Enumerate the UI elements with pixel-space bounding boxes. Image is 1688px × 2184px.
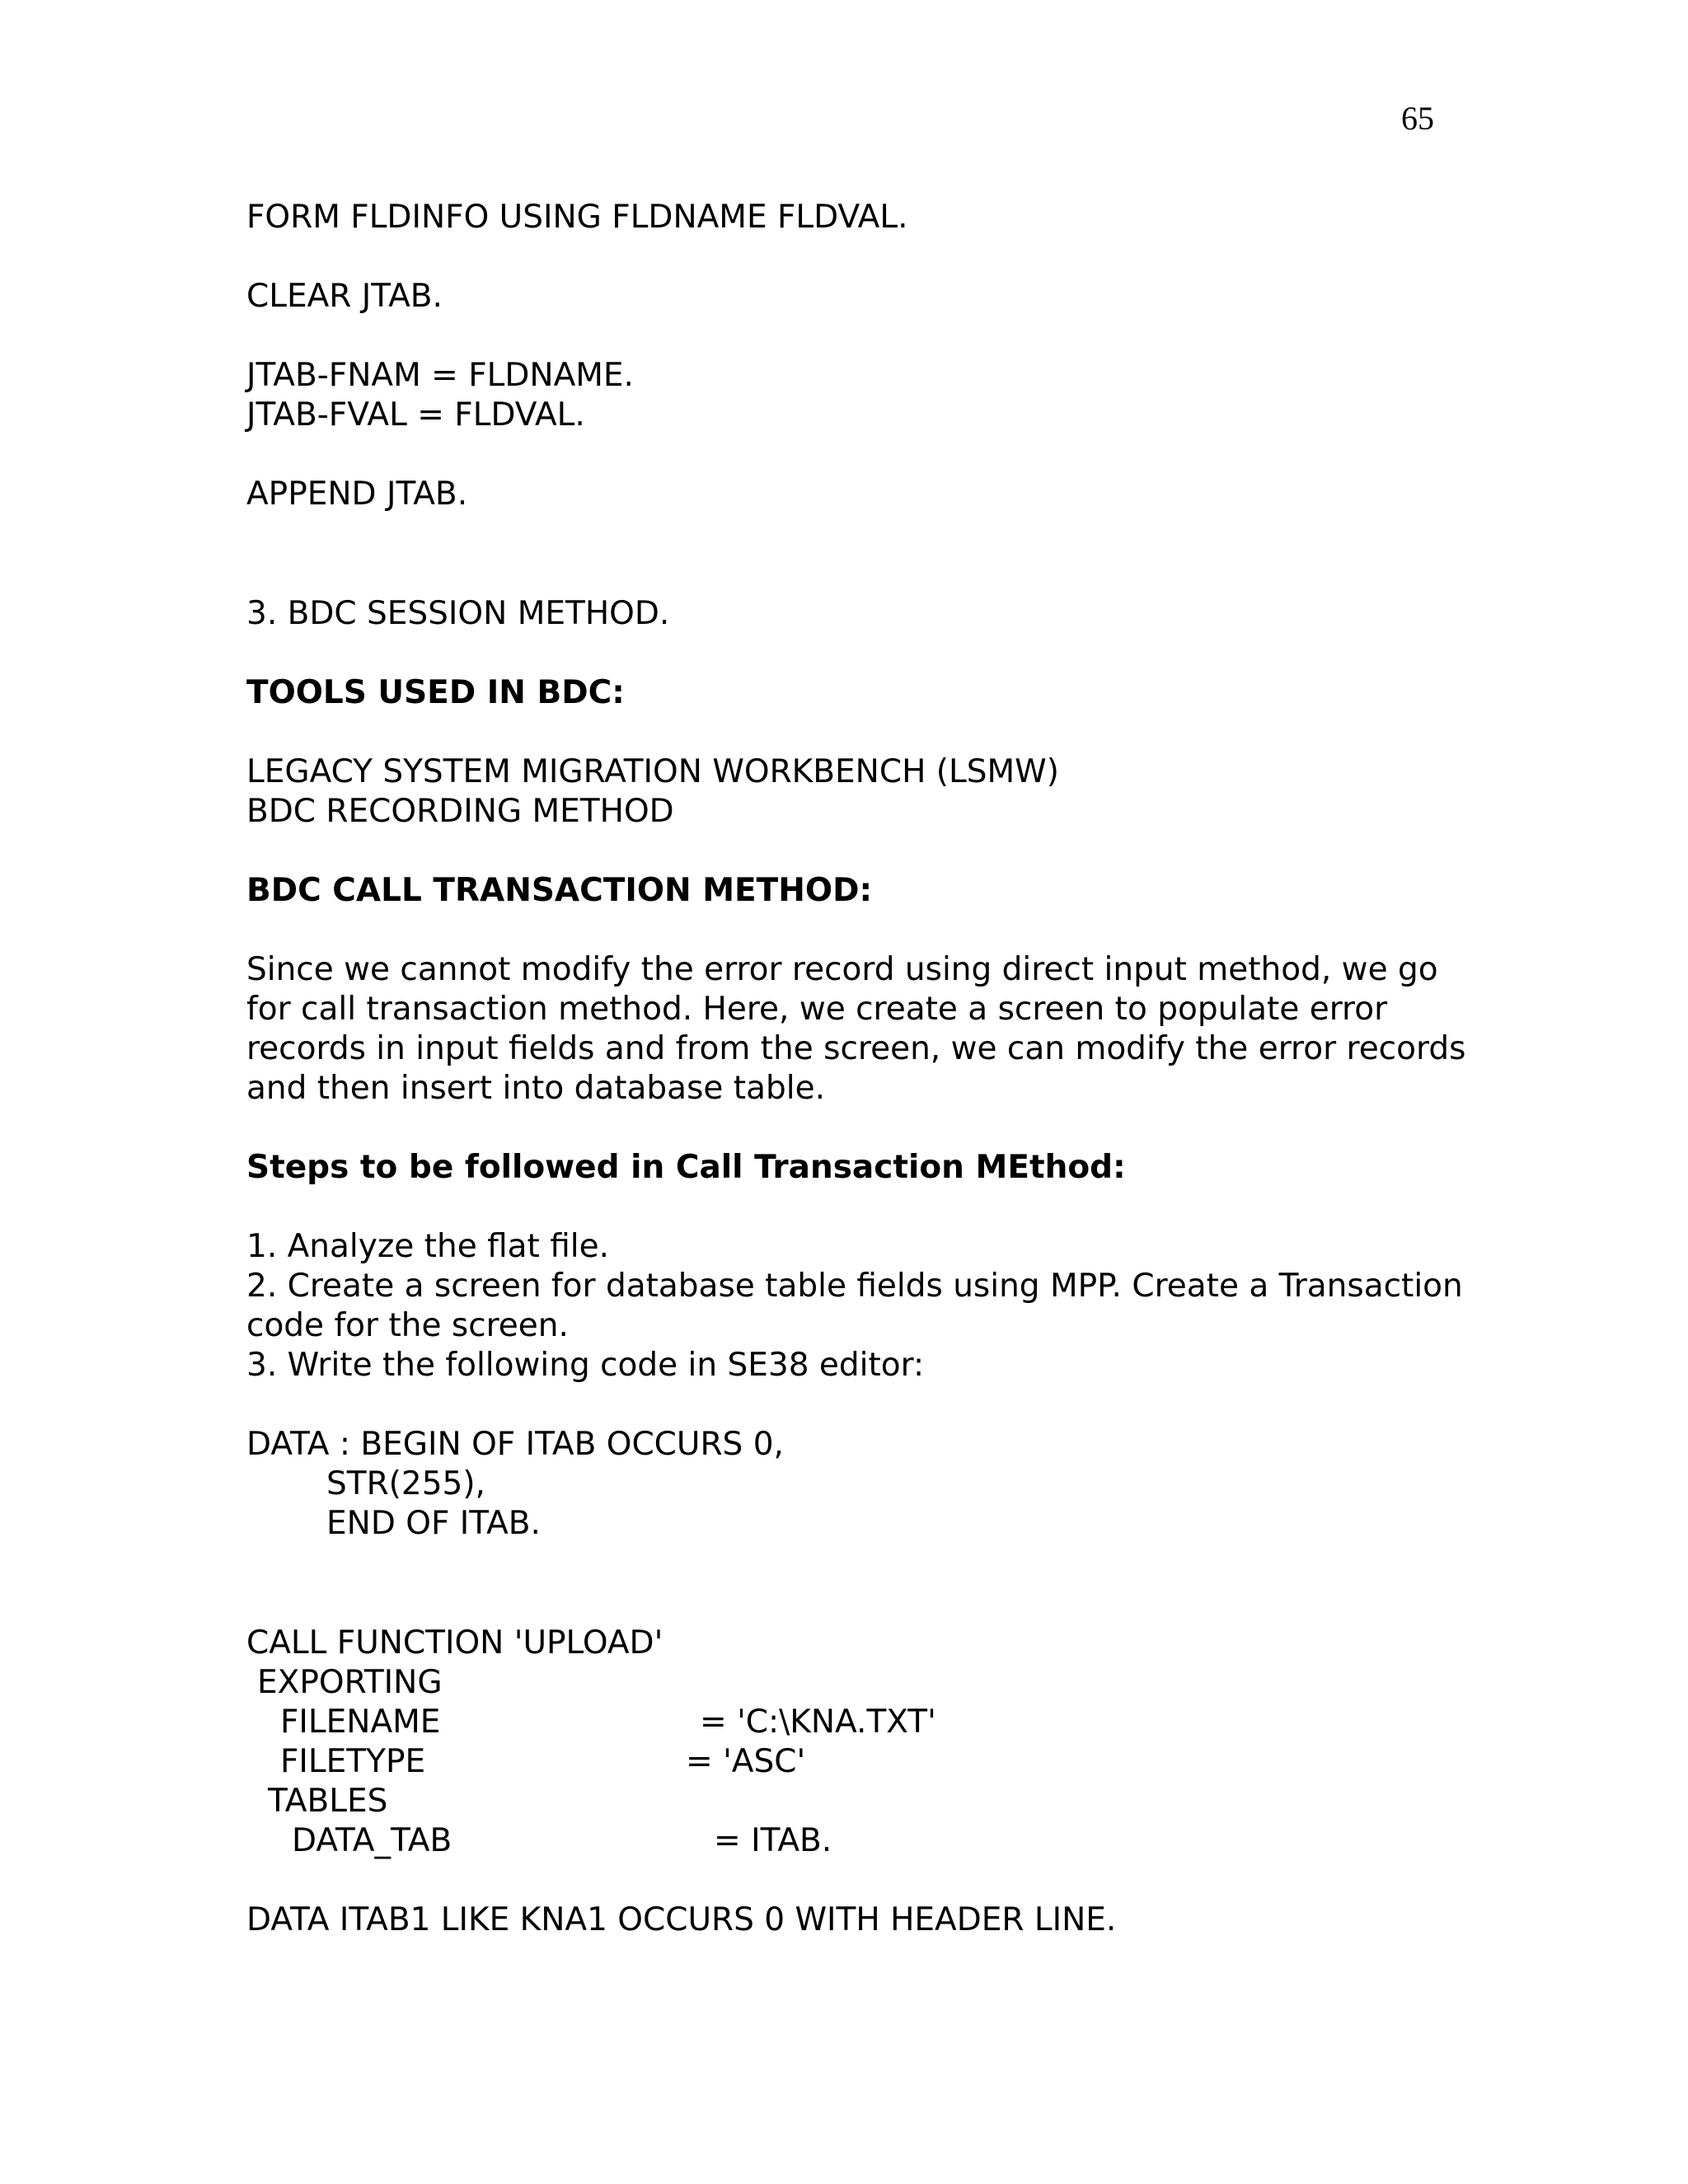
step-item: 2. Create a screen for database table fields using MPP. Create a Transaction — [246, 1268, 1463, 1305]
list-item: BDC RECORDING METHOD — [246, 793, 674, 830]
section-heading: Steps to be followed in Call Transaction MEthod: — [246, 1149, 1126, 1186]
code-line: JTAB-FNAM = FLDNAME. — [246, 357, 634, 394]
code-line: = ITAB. — [714, 1822, 832, 1859]
step-item: 1. Analyze the flat file. — [246, 1228, 610, 1265]
code-line: END OF ITAB. — [326, 1505, 541, 1542]
page-number: 65 — [1401, 100, 1434, 137]
step-item: 3. Write the following code in SE38 editor: — [246, 1347, 925, 1384]
paragraph-line: and then insert into database table. — [246, 1070, 825, 1107]
code-line: DATA_TAB — [292, 1822, 452, 1859]
step-item: code for the screen. — [246, 1307, 569, 1344]
code-line: DATA ITAB1 LIKE KNA1 OCCURS 0 WITH HEADER LINE. — [246, 1901, 1117, 1938]
code-line: TABLES — [268, 1783, 388, 1820]
section-heading: TOOLS USED IN BDC: — [246, 674, 625, 711]
code-line: CLEAR JTAB. — [246, 278, 443, 315]
paragraph-line: Since we cannot modify the error record using direct input method, we go — [246, 951, 1438, 988]
code-line: JTAB-FVAL = FLDVAL. — [246, 396, 585, 434]
section-heading: BDC CALL TRANSACTION METHOD: — [246, 872, 873, 909]
code-line: EXPORTING — [257, 1664, 443, 1701]
code-line: APPEND JTAB. — [246, 476, 468, 513]
code-line: = 'ASC' — [686, 1743, 806, 1780]
list-item: LEGACY SYSTEM MIGRATION WORKBENCH (LSMW) — [246, 753, 1059, 790]
section-item: 3. BDC SESSION METHOD. — [246, 595, 670, 632]
code-line: CALL FUNCTION 'UPLOAD' — [246, 1624, 663, 1661]
code-line: DATA : BEGIN OF ITAB OCCURS 0, — [246, 1426, 784, 1463]
paragraph-line: records in input fields and from the screen, we can modify the error records — [246, 1030, 1466, 1067]
code-line: STR(255), — [326, 1465, 485, 1502]
code-line: = 'C:\KNA.TXT' — [700, 1704, 936, 1741]
code-line: FILETYPE — [280, 1743, 426, 1780]
code-line: FORM FLDINFO USING FLDNAME FLDVAL. — [246, 199, 908, 236]
paragraph-line: for call transaction method. Here, we create a screen to populate error — [246, 991, 1388, 1028]
code-line: FILENAME — [280, 1704, 441, 1741]
